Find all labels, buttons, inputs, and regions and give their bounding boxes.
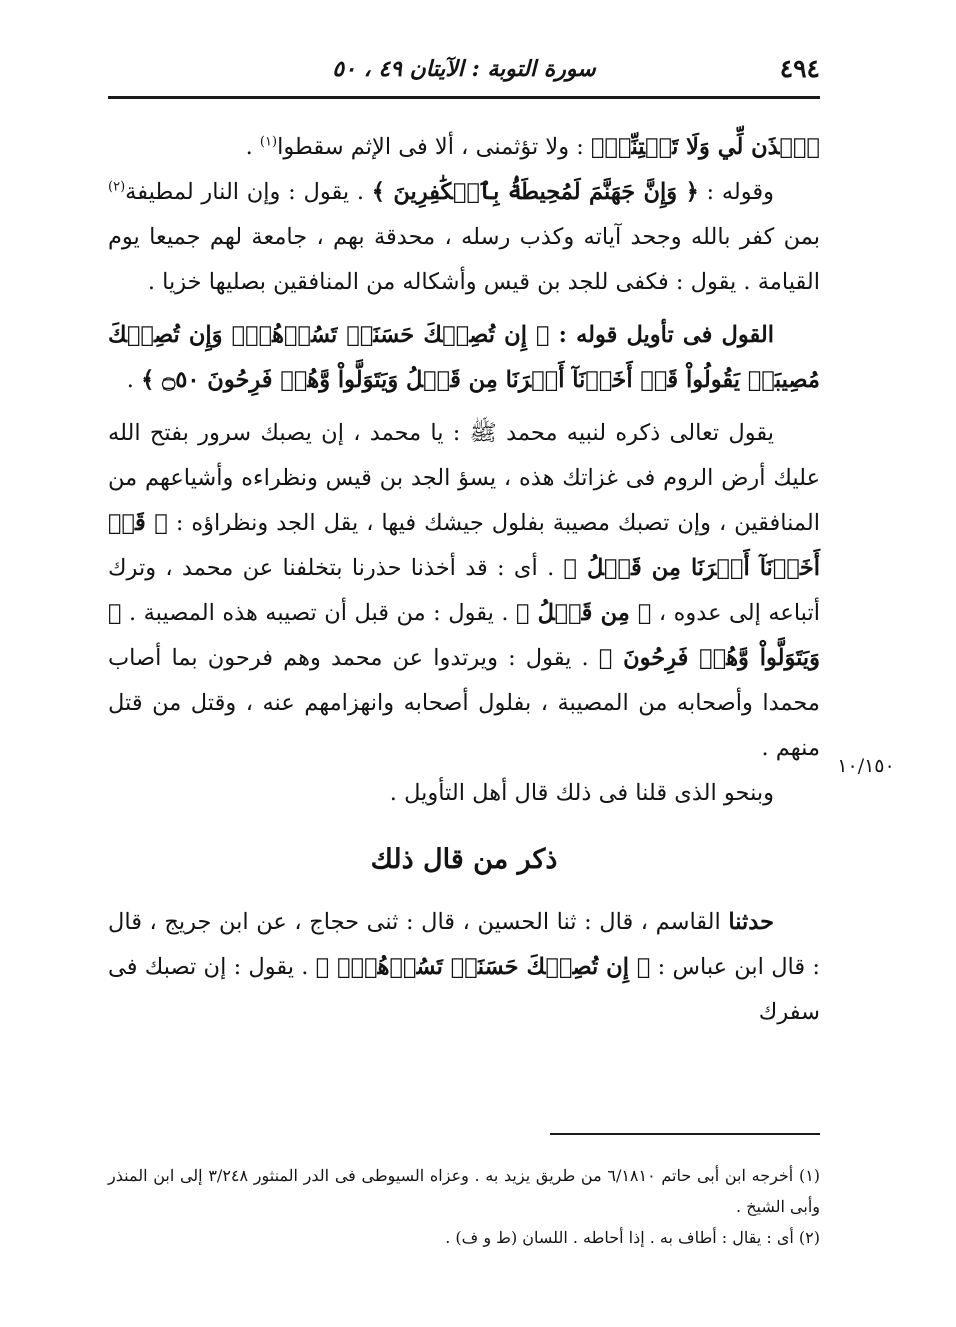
paragraph-text: . أى : قد أخذنا حذرنا بتخلفنا عن محمد ، وترك أتباعه إلى عدوه ، [108,555,820,626]
paragraph-text: القاسم ، قال : ثنا الحسين ، قال : ثنى حجاج ، عن ابن جريج ، قال : قال ابن عباس : [108,909,820,980]
paragraph-text: يقول تعالى ذكره لنبيه محمد ﷺ : يا محمد ، إن يصبك سرور بفتح الله عليك أرض الروم فى غزاتك هذه ، يسؤ الجد بن قيس ونظراءه وأشياعهم من المنافقين ، وإن تصبك مصيبة بفلول جيشك فيها ، يقل الجد ونظراؤه : [108,420,820,536]
page-number: ٤٩٤ [779,54,820,83]
header-rule [108,96,820,99]
quran-verse: ﴿ إِن تُصِبۡكَ حَسَنَةٞ تَسُؤۡهُمۡۖ وَإِن تُصِبۡكَ مُصِيبَةٞ يَقُولُواْ قَدۡ أَخَذۡنَآ أَمۡرَنَا مِن قَبۡلُ وَيَتَوَلَّواْ وَّهُمۡ فَرِحُونَ ۝٥٠ ﴾ [108,322,820,393]
paragraph-3 [108,313,820,403]
quran-verse: ﴿ إِن تُصِبۡكَ حَسَنَةٞ تَسُؤۡهُمۡۖ ﴾ [315,954,651,980]
paragraph-lead: وقوله : [698,179,774,205]
paragraph-1 [108,125,820,170]
footnotes [108,1160,820,1253]
paragraph-text: . يقول : وإن النار لمطيفة [125,179,372,205]
paragraph-text: . يقول : من قبل أن تصيبه هذه المصيبة . [121,600,516,626]
section-heading: ذكر من قال ذلك [370,844,558,875]
spacer [108,403,820,411]
interpretation-heading: القول فى تأويل قوله : [549,322,774,348]
running-title: سورة التوبة : الآيتان ٤٩ ، ٥٠ [332,56,596,82]
narration-lead: حدثنا [728,909,774,935]
paragraph-text: . [245,134,260,160]
spacer [108,305,820,313]
quran-verse: ٱئۡذَن لِّي وَلَا تَفۡتِنِّيٓۚ [591,134,820,160]
paragraph-6 [108,900,820,1035]
margin-volume-page-note: ١٠/١٥٠ [837,755,895,777]
main-text [108,125,820,1035]
footnote-rule [550,1133,820,1135]
footnote-1: (١) أخرجه ابن أبى حاتم ٦/١٨١٠ من طريق يزيد به . وعزاه السيوطى فى الدر المنثور ٣/٢٤٨ إلى ابن المنذر وأبى الشيخ . [108,1166,821,1216]
paragraph-text: بمن كفر بالله وجحد آياته وكذب رسله ، محدقة بهم ، جامعة لهم جميعا يوم القيامة . يقول : فكفى للجد بن قيس وأشكاله من المنافقين بصليها خزيا . [108,224,820,295]
paragraph-text: . يقول : إن تصبك فى سفرك [108,954,820,1025]
quran-verse: ﴿ وَإِنَّ جَهَنَّمَ لَمُحِيطَةُۢ بِٱلۡكَٰفِرِينَ ﴾ [371,179,699,205]
paragraph-text: . [126,367,142,393]
paragraph-text: . يقول : ويرتدوا عن محمد وهم فرحون بما أصاب محمدا وأصحابه من المصيبة ، بفلول أصحابه وانهزامهم عنه ، وقتل من قتل منهم . [108,645,820,761]
quran-verse: ﴿ مِن قَبۡلُ ﴾ [515,600,652,626]
paragraph-2 [108,170,820,305]
paragraph-5 [108,771,820,816]
paragraph-text: : ولا تؤثمنى ، ألا فى الإثم سقطوا [277,134,591,160]
paragraph-4 [108,411,820,771]
quran-verse: ﴿ وَيَتَوَلَّواْ وَّهُمۡ فَرِحُونَ ﴾ [108,600,821,671]
page-header [108,50,820,90]
footnote-marker-1: (١) [259,134,278,150]
paragraph-text: وبنحو الذى قلنا فى ذلك قال أهل التأويل . [389,780,774,806]
quran-verse: ﴿ قَدۡ أَخَذۡنَآ أَمۡرَنَا مِن قَبۡلُ ﴾ [108,510,820,581]
footnote-2: (٢) أى : يقال : أطاف به . إذا أحاطه . اللسان (ط و ف) . [445,1228,820,1247]
footnote-marker-2: (٢) [108,179,126,195]
